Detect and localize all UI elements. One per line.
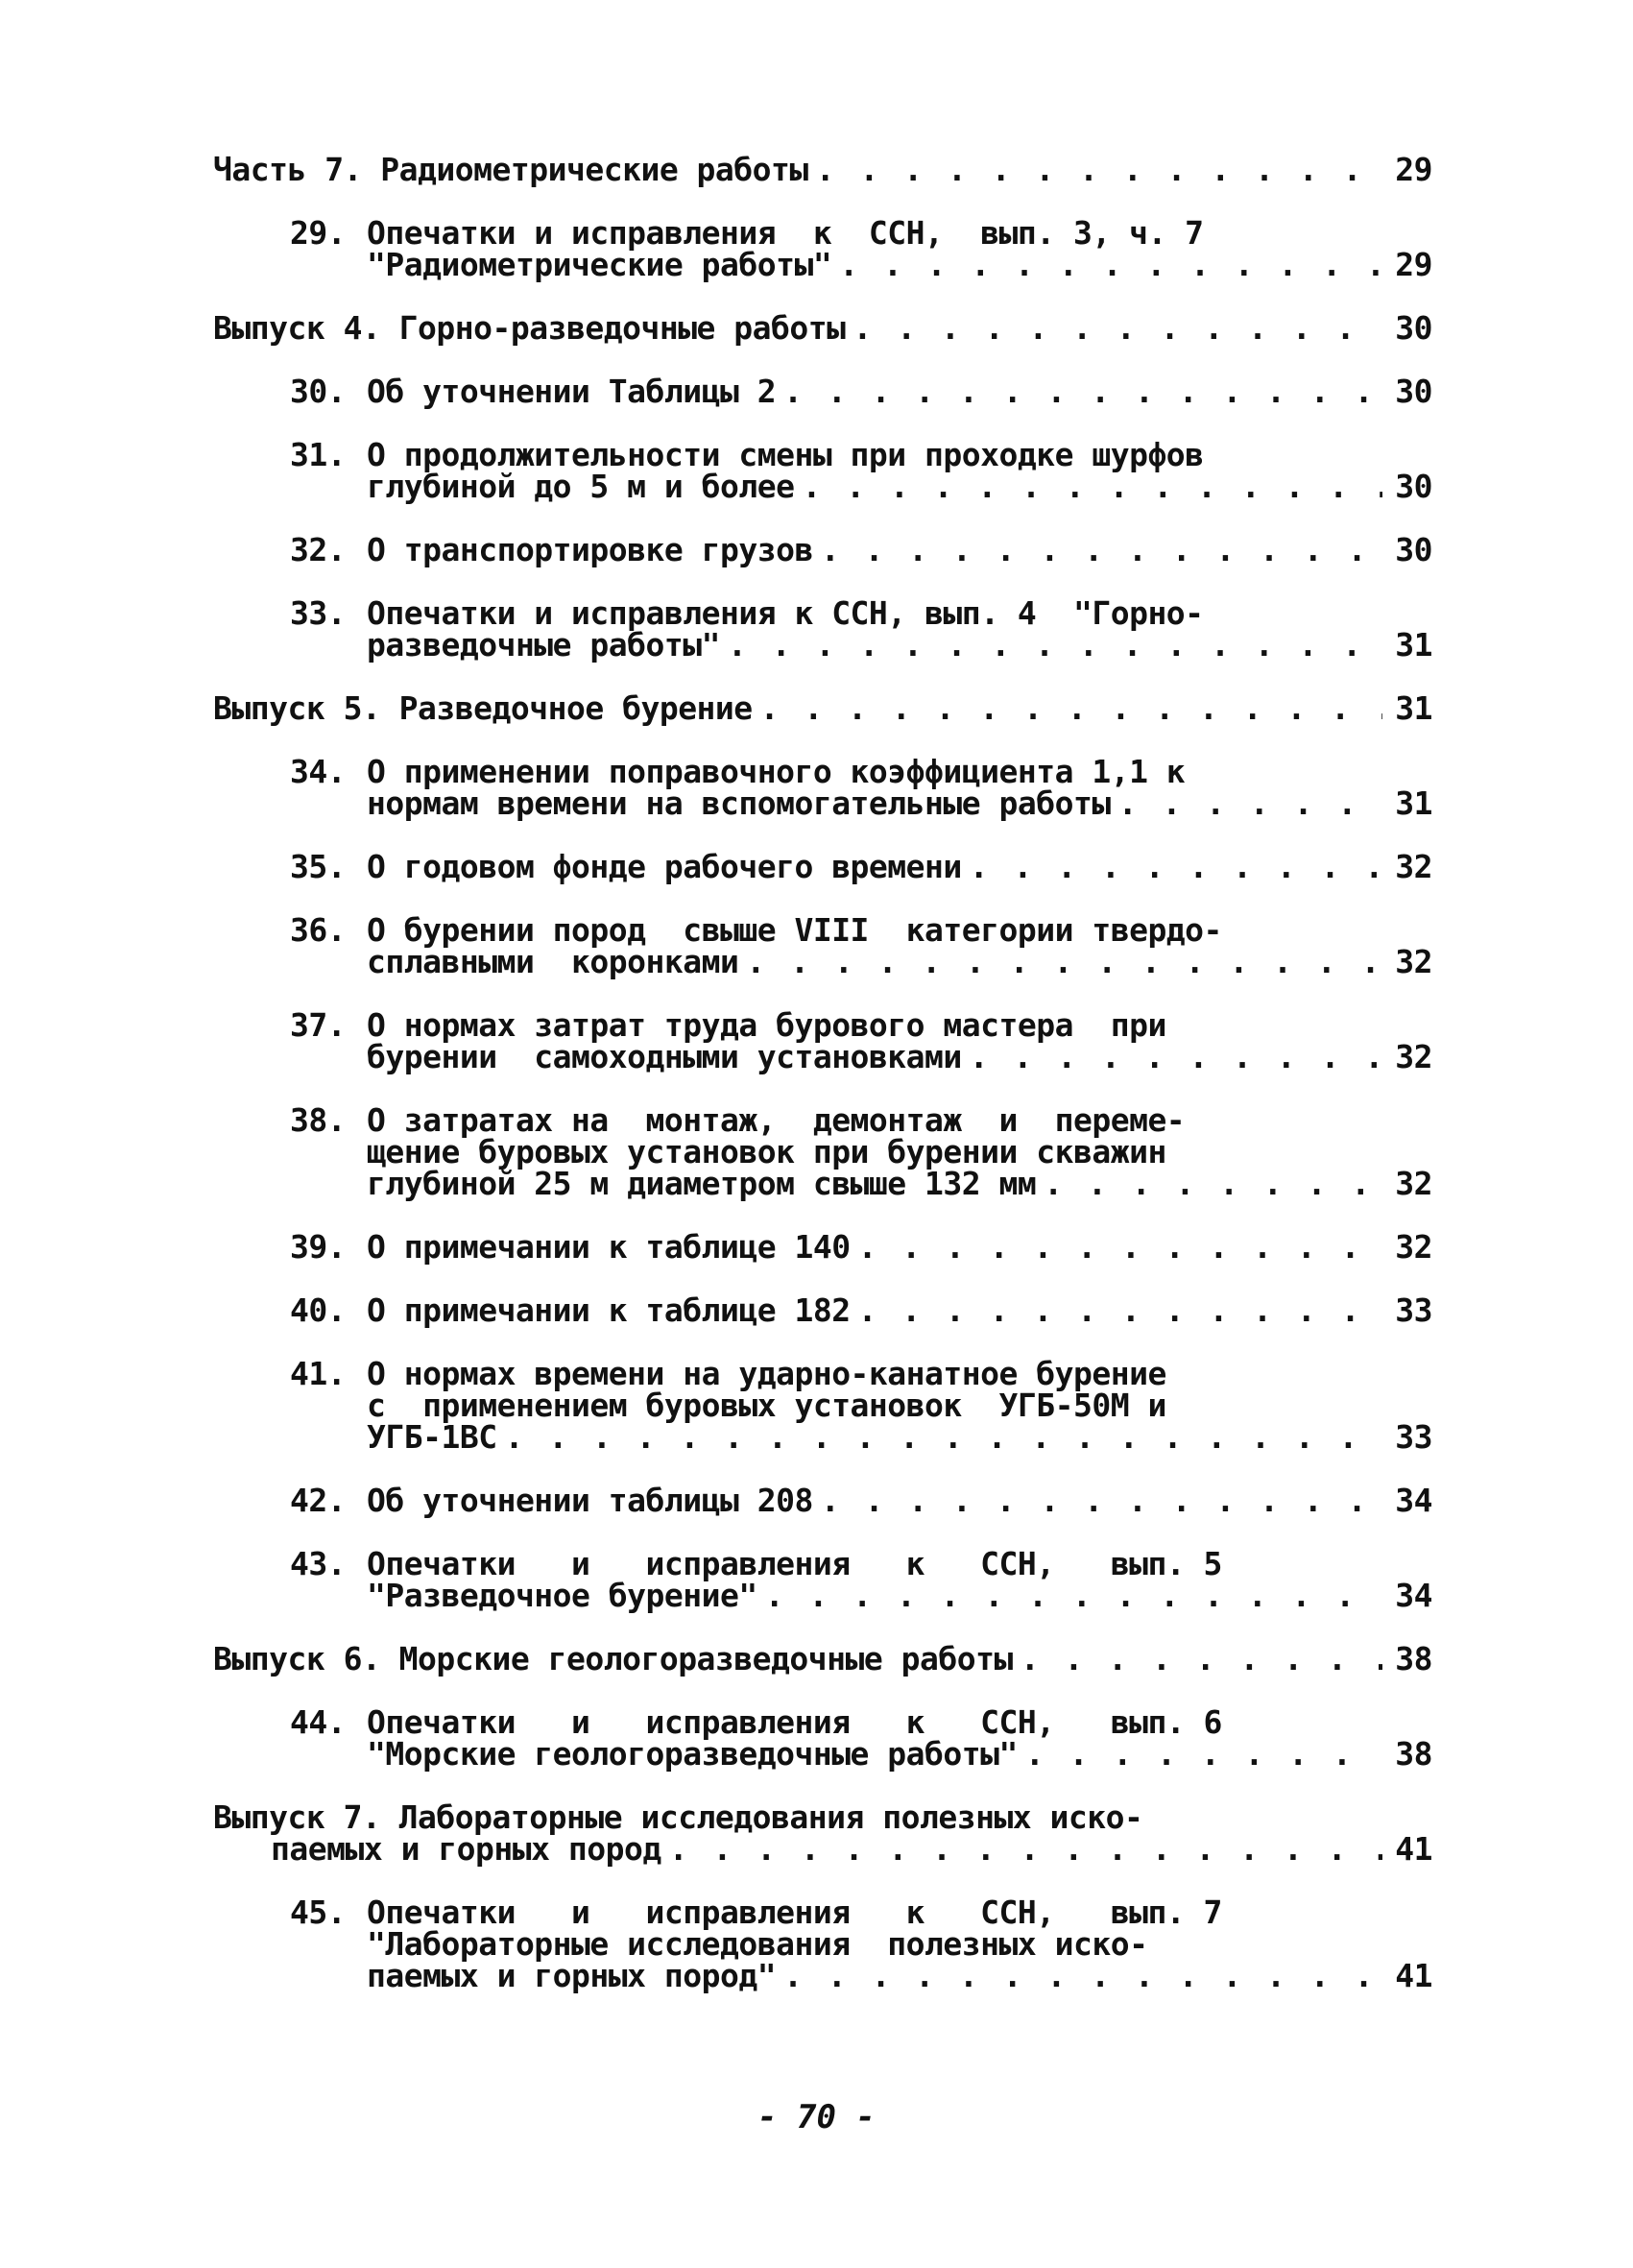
dot-leader (1021, 1643, 1382, 1675)
dot-leader (760, 692, 1382, 724)
dot-leader (765, 1580, 1382, 1611)
toc-entry-line: О продолжительности смены при проходке шурфов (367, 436, 1204, 473)
toc-entry-line: "Разведочное бурение" (367, 1577, 757, 1614)
toc-item-number: 32. (290, 531, 347, 568)
toc-item-number: 45. (290, 1894, 347, 1931)
toc-item-number: 29. (290, 214, 347, 252)
toc-entry-line: Выпуск 6. Морские геологоразведочные работы (213, 1640, 1013, 1677)
toc-item-number: 36. (290, 911, 347, 949)
toc-item-entry (213, 1101, 1432, 1202)
toc-entry-line: глубиной до 5 м и более (367, 468, 795, 505)
toc-item-number: 31. (290, 436, 347, 473)
dot-leader (853, 312, 1382, 344)
page-number-footer: - 70 - (757, 2098, 876, 2136)
toc-section-entry (213, 1640, 1432, 1677)
toc-entry-line: бурении самоходными установками (367, 1038, 962, 1075)
toc-item-entry (213, 753, 1432, 822)
toc-page-number: 32 (1395, 1038, 1432, 1075)
toc-section-entry (213, 151, 1432, 188)
toc-entry-line: "Лабораторные исследования полезных иско- (367, 1925, 1148, 1963)
toc-entry-line: Об уточнении таблицы 208 (367, 1482, 813, 1519)
toc-item-number: 44. (290, 1703, 347, 1741)
toc-entry-line: Опечатки и исправления к ССН, вып. 3, ч. 7 (367, 214, 1204, 252)
toc-item-entry (213, 848, 1432, 885)
toc-item-entry (213, 214, 1432, 283)
toc-page-number: 33 (1395, 1418, 1432, 1456)
toc-entry-line: сплавными коронками (367, 943, 739, 980)
toc-entry-line: Часть 7. Радиометрические работы (213, 151, 808, 188)
toc-item-entry (213, 436, 1432, 505)
dot-leader (783, 375, 1382, 407)
toc-entry-line: О затратах на монтаж, демонтаж и переме- (367, 1101, 1186, 1139)
toc-item-entry (213, 373, 1432, 410)
toc-item-number: 34. (290, 753, 347, 790)
toc-entry-line: О бурении пород свыше VIII категории твердо- (367, 911, 1222, 949)
toc-page-number: 30 (1395, 309, 1432, 347)
dot-leader (669, 1833, 1382, 1865)
toc-entry-line: с применением буровых установок УГБ-50М и (367, 1387, 1166, 1424)
toc-item-entry (213, 1355, 1432, 1456)
toc-entry-line: О нормах затрат труда бурового мастера при (367, 1006, 1166, 1044)
toc-section-entry (213, 1798, 1432, 1868)
toc-item-entry (213, 911, 1432, 980)
toc-entry-line: О нормах времени на ударно-канатное бурение (367, 1355, 1166, 1392)
dot-leader (858, 1294, 1382, 1326)
toc-page-number: 32 (1395, 848, 1432, 885)
toc-item-number: 42. (290, 1482, 347, 1519)
toc-item-entry (213, 531, 1432, 568)
toc-item-number: 33. (290, 594, 347, 632)
toc-entry-line: УГБ-1ВС (367, 1418, 497, 1456)
toc-item-entry (213, 1703, 1432, 1773)
toc-entry-line: Опечатки и исправления к ССН, вып. 6 (367, 1703, 1222, 1741)
toc-entry-line: "Морские геологоразведочные работы" (367, 1735, 1018, 1773)
dot-leader (970, 851, 1382, 882)
toc-entry-line: паемых и горных пород" (367, 1957, 777, 1994)
toc-section-entry (213, 309, 1432, 347)
toc-item-number: 40. (290, 1291, 347, 1329)
toc-entry-line: "Радиометрические работы" (367, 246, 832, 283)
toc-entry-line: О примечании к таблице 182 (367, 1291, 851, 1329)
toc-page-number: 30 (1395, 531, 1432, 568)
toc-item-number: 30. (290, 373, 347, 410)
toc-page-number: 41 (1395, 1957, 1432, 1994)
toc-item-entry (213, 1545, 1432, 1614)
dot-leader (802, 470, 1382, 502)
toc-item-entry (213, 1228, 1432, 1266)
dot-leader (816, 154, 1382, 185)
toc-item-entry (213, 1006, 1432, 1075)
toc-item-number: 38. (290, 1101, 347, 1139)
toc-entry-line: О транспортировке грузов (367, 531, 813, 568)
toc-page-number: 34 (1395, 1577, 1432, 1614)
toc-entry-line: Опечатки и исправления к ССН, вып. 5 (367, 1545, 1222, 1582)
dot-leader (728, 629, 1382, 661)
toc-page-number: 29 (1395, 151, 1432, 188)
dot-leader (839, 249, 1382, 280)
toc-item-number: 43. (290, 1545, 347, 1582)
dot-leader (505, 1421, 1382, 1453)
dot-leader (821, 1484, 1382, 1516)
toc-entry-line: Выпуск 5. Разведочное бурение (213, 689, 753, 727)
dot-leader (821, 534, 1382, 566)
toc-entry-line: О примечании к таблице 140 (367, 1228, 851, 1266)
dot-leader (783, 1960, 1382, 1991)
toc-entry-line: Выпуск 7. Лабораторные исследования полезных иско- (213, 1798, 1143, 1836)
toc-entry-line: Выпуск 4. Горно-разведочные работы (213, 309, 846, 347)
toc-item-entry (213, 1291, 1432, 1329)
toc-entry-line: О применении поправочного коэффициента 1,1 к (367, 753, 1186, 790)
toc-entry-line: Об уточнении Таблицы 2 (367, 373, 777, 410)
toc-entry-line: разведочные работы" (367, 626, 720, 664)
toc-entry-line: О годовом фонде рабочего времени (367, 848, 962, 885)
toc-item-number: 39. (290, 1228, 347, 1266)
dot-leader (1118, 787, 1382, 819)
toc-item-entry (213, 1894, 1432, 1994)
toc-page-number: 32 (1395, 943, 1432, 980)
dot-leader (858, 1231, 1382, 1263)
toc-entry-line: паемых и горных пород (271, 1830, 661, 1868)
toc-page-number: 31 (1395, 689, 1432, 727)
toc-entry-line: нормам времени на вспомогательные работы (367, 784, 1111, 822)
toc-entry-line: Опечатки и исправления к ССН, вып. 7 (367, 1894, 1222, 1931)
toc-item-entry (213, 1482, 1432, 1519)
toc-item-number: 37. (290, 1006, 347, 1044)
toc-page-number: 31 (1395, 784, 1432, 822)
toc-item-number: 35. (290, 848, 347, 885)
toc-page-number: 30 (1395, 468, 1432, 505)
toc-entry-line: Опечатки и исправления к ССН, вып. 4 "Горно- (367, 594, 1204, 632)
dot-leader (1044, 1168, 1382, 1199)
toc-page-number: 32 (1395, 1165, 1432, 1202)
toc-page-number: 29 (1395, 246, 1432, 283)
toc-item-number: 41. (290, 1355, 347, 1392)
toc-page-number: 32 (1395, 1228, 1432, 1266)
toc-page-number: 30 (1395, 373, 1432, 410)
toc-page-number: 34 (1395, 1482, 1432, 1519)
toc-item-entry (213, 594, 1432, 664)
toc-page-number: 33 (1395, 1291, 1432, 1329)
table-of-contents (213, 151, 1432, 1994)
toc-page-number: 31 (1395, 626, 1432, 664)
dot-leader (970, 1041, 1382, 1073)
toc-page-number: 38 (1395, 1640, 1432, 1677)
toc-section-entry (213, 689, 1432, 727)
dot-leader (746, 946, 1382, 977)
toc-page-number: 38 (1395, 1735, 1432, 1773)
toc-entry-line: щение буровых установок при бурении скважин (367, 1133, 1166, 1170)
toc-entry-line: глубиной 25 м диаметром свыше 132 мм (367, 1165, 1037, 1202)
dot-leader (1025, 1738, 1382, 1770)
toc-page-number: 41 (1395, 1830, 1432, 1868)
